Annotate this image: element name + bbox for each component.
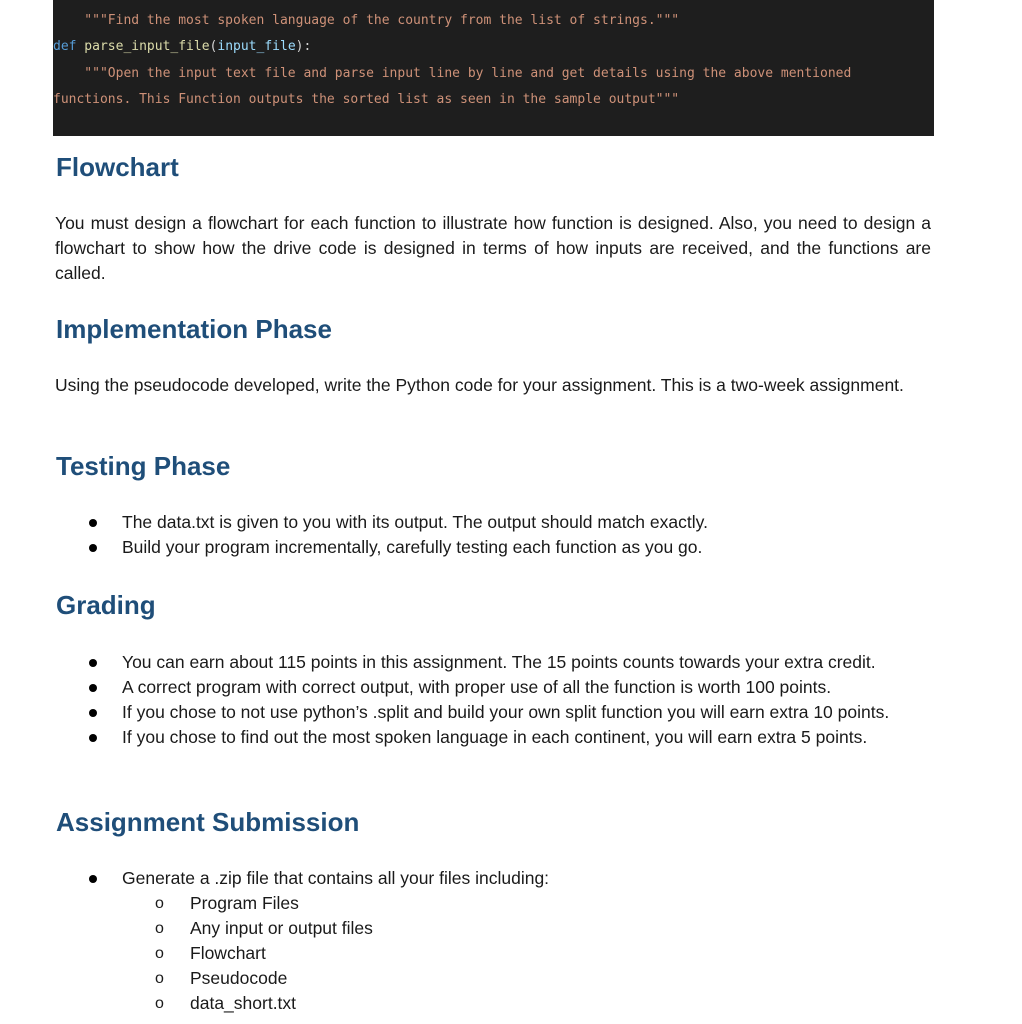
code-keyword: def: [53, 39, 77, 54]
flowchart-heading: Flowchart: [56, 152, 179, 182]
testing-list: [0, 510, 940, 560]
code-snippet: [53, 0, 934, 136]
bullet-icon: [89, 875, 97, 883]
circle-bullet-icon: o: [155, 945, 164, 962]
code-function-name: parse_input_file: [76, 39, 210, 54]
code-paren-open: (: [209, 39, 218, 54]
code-line-def: [53, 38, 311, 56]
bullet-icon: [89, 659, 97, 667]
code-line-docstring-2: """Open the input text file and parse input line by line and get details using the above mentioned: [53, 66, 852, 81]
list-item: Generate a .zip file that contains all your files including: o Program Files o Any input or output files o Flowchart o Pseudocode o data_short.txt: [0, 866, 940, 1016]
bullet-icon: [89, 709, 97, 717]
bullet-icon: [89, 684, 97, 692]
submission-list: [0, 866, 940, 1016]
implementation-heading: Implementation Phase: [56, 314, 332, 344]
submission-sublist: [122, 891, 940, 1016]
list-item: If you chose to not use python’s .split and build your own split function you will earn extra 10 points.: [0, 700, 940, 725]
sub-list-item: o Program Files: [122, 891, 940, 916]
flowchart-text: You must design a flowchart for each function to illustrate how function is designed. Also, you need to design a flowchart to show how the drive code is designed in terms of how inputs are received, and the functions are called.: [55, 213, 931, 283]
list-item: If you chose to find out the most spoken language in each continent, you will earn extra 5 points.: [0, 725, 940, 750]
list-item: You can earn about 115 points in this assignment. The 15 points counts towards your extra credit.: [0, 650, 940, 675]
list-item: Build your program incrementally, carefully testing each function as you go.: [0, 535, 940, 560]
circle-bullet-icon: o: [155, 920, 164, 937]
implementation-text: Using the pseudocode developed, write the Python code for your assignment. This is a two-week assignment.: [55, 375, 904, 395]
bullet-icon: [89, 519, 97, 527]
list-item: The data.txt is given to you with its output. The output should match exactly.: [0, 510, 940, 535]
code-paren-close: ):: [295, 39, 312, 54]
code-param: input_file: [217, 39, 296, 54]
sub-list-item: o data_short.txt: [122, 991, 940, 1016]
submission-heading: Assignment Submission: [56, 807, 360, 837]
circle-bullet-icon: o: [155, 970, 164, 987]
testing-heading: Testing Phase: [56, 451, 231, 481]
code-line-docstring-3: functions. This Function outputs the sorted list as seen in the sample output""": [53, 92, 680, 107]
circle-bullet-icon: o: [155, 995, 164, 1012]
bullet-icon: [89, 734, 97, 742]
list-item: A correct program with correct output, with proper use of all the function is worth 100 points.: [0, 675, 940, 700]
sub-list-item: o Pseudocode: [122, 966, 940, 991]
grading-list: [0, 650, 940, 750]
circle-bullet-icon: o: [155, 895, 164, 912]
grading-heading: Grading: [56, 590, 156, 620]
code-line-docstring-1: """Find the most spoken language of the country from the list of strings.""": [53, 13, 680, 28]
bullet-icon: [89, 544, 97, 552]
sub-list-item: o Flowchart: [122, 941, 940, 966]
sub-list-item: o Any input or output files: [122, 916, 940, 941]
